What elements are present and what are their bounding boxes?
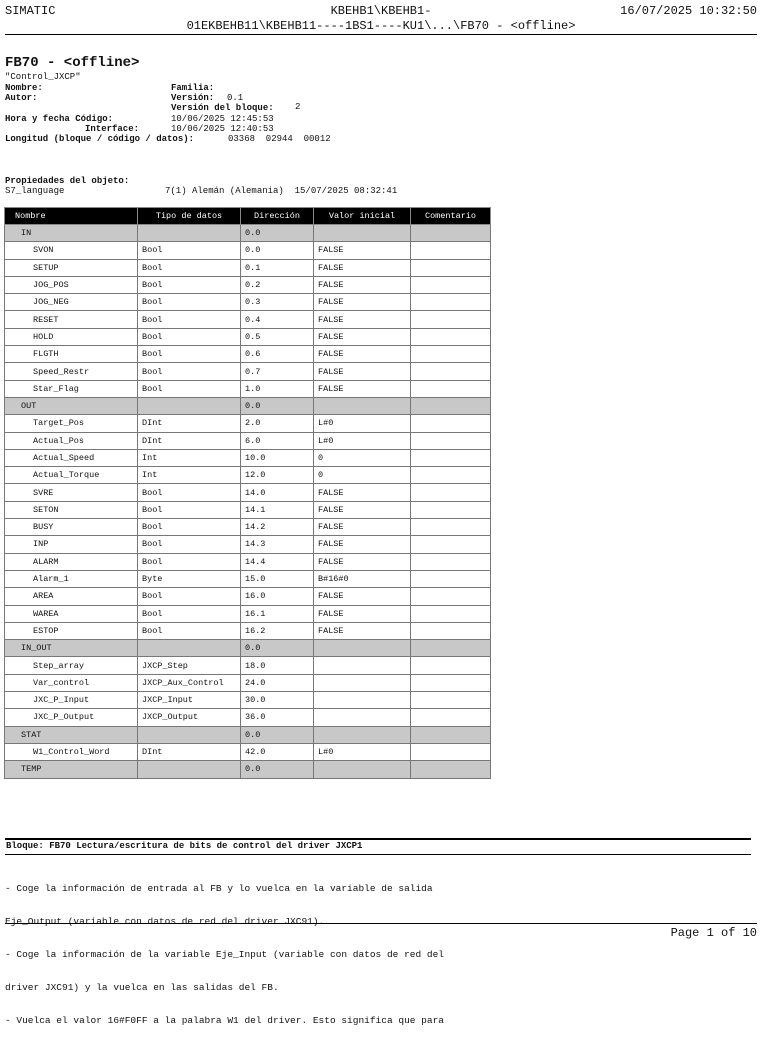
section-row (5, 397, 491, 414)
cell-name: SETUP (5, 259, 138, 276)
cell-initial-value: FALSE (314, 276, 411, 293)
cell-address: 0.5 (241, 328, 314, 345)
cell-name: Actual_Speed (5, 449, 138, 466)
cell-type (138, 640, 241, 657)
cell-address: 16.0 (241, 588, 314, 605)
project-path: KBEHB1\KBEHB1- 01EKBEHB11\KBEHB11----1BS1----KU1\...\FB70 - <offline> (186, 4, 576, 33)
table-row (5, 432, 491, 449)
cell-comment (411, 397, 491, 414)
cell-comment (411, 657, 491, 674)
cell-initial-value: FALSE (314, 501, 411, 518)
cell-address: 24.0 (241, 674, 314, 691)
version-value: 0.1 (227, 93, 244, 103)
version-bloque-value: 2 (295, 102, 301, 112)
cell-comment (411, 449, 491, 466)
cell-initial-value: FALSE (314, 346, 411, 363)
cell-type: Bool (138, 242, 241, 259)
cell-type (138, 726, 241, 743)
description-line: - Vuelca el valor 16#F0FF a la palabra W1 del driver. Esto significa que para (5, 1015, 444, 1026)
col-tipo: Tipo de datos (138, 208, 241, 225)
table-row (5, 259, 491, 276)
cell-comment (411, 276, 491, 293)
cell-initial-value: FALSE (314, 259, 411, 276)
cell-address: 14.4 (241, 553, 314, 570)
cell-type: JXCP_Output (138, 709, 241, 726)
cell-address: 15.0 (241, 570, 314, 587)
cell-name: IN (5, 225, 138, 242)
cell-type: JXCP_Input (138, 692, 241, 709)
interface-table (4, 207, 491, 779)
section-row (5, 640, 491, 657)
cell-type (138, 761, 241, 778)
header-divider (5, 34, 757, 35)
cell-type: Bool (138, 622, 241, 639)
cell-address: 12.0 (241, 467, 314, 484)
table-row (5, 294, 491, 311)
cell-name: JXC_P_Input (5, 692, 138, 709)
cell-type: Bool (138, 294, 241, 311)
block-title: FB70 - <offline> (5, 55, 140, 71)
cell-comment (411, 259, 491, 276)
props-key: S7_language (5, 186, 65, 196)
cell-comment (411, 692, 491, 709)
cell-comment (411, 328, 491, 345)
table-row (5, 467, 491, 484)
cell-initial-value: FALSE (314, 484, 411, 501)
cell-address: 16.1 (241, 605, 314, 622)
table-row (5, 536, 491, 553)
cell-comment (411, 709, 491, 726)
table-row (5, 553, 491, 570)
description-line: driver JXC91) y la vuelca en las salidas del FB. (5, 982, 279, 993)
cell-name: INP (5, 536, 138, 553)
cell-comment (411, 501, 491, 518)
description-line: - Coge la información de entrada al FB y lo vuelca en la variable de salida (5, 883, 433, 894)
cell-name: W1_Control_Word (5, 743, 138, 760)
cell-address: 0.1 (241, 259, 314, 276)
table-row (5, 709, 491, 726)
page-header (5, 4, 757, 34)
cell-name: FLGTH (5, 346, 138, 363)
cell-comment (411, 311, 491, 328)
cell-type: JXCP_Aux_Control (138, 674, 241, 691)
cell-name: ALARM (5, 553, 138, 570)
cell-address: 0.0 (241, 726, 314, 743)
cell-comment (411, 484, 491, 501)
cell-name: TEMP (5, 761, 138, 778)
interface-value: 10/06/2025 12:40:53 (171, 124, 274, 134)
cell-initial-value: FALSE (314, 553, 411, 570)
cell-type: Bool (138, 519, 241, 536)
cell-comment (411, 570, 491, 587)
cell-comment (411, 640, 491, 657)
cell-name: JOG_NEG (5, 294, 138, 311)
props-value: 7(1) Alemán (Alemania) 15/07/2025 08:32:41 (165, 186, 398, 196)
block-description (5, 861, 444, 1037)
cell-name: Alarm_1 (5, 570, 138, 587)
table-row (5, 346, 491, 363)
cell-comment (411, 622, 491, 639)
cell-name: BUSY (5, 519, 138, 536)
table-row (5, 501, 491, 518)
cell-address: 0.3 (241, 294, 314, 311)
longitud-label: Longitud (bloque / código / datos): (5, 134, 195, 144)
cell-type: Bool (138, 380, 241, 397)
cell-type: Int (138, 449, 241, 466)
table-row (5, 622, 491, 639)
cell-initial-value: 0 (314, 467, 411, 484)
cell-address: 14.3 (241, 536, 314, 553)
cell-name: Speed_Restr (5, 363, 138, 380)
cell-type: JXCP_Step (138, 657, 241, 674)
cell-initial-value: L#0 (314, 743, 411, 760)
cell-initial-value: FALSE (314, 605, 411, 622)
section-row (5, 761, 491, 778)
cell-initial-value: B#16#0 (314, 570, 411, 587)
cell-type (138, 397, 241, 414)
cell-address: 1.0 (241, 380, 314, 397)
cell-name: JXC_P_Output (5, 709, 138, 726)
cell-type: Bool (138, 501, 241, 518)
block-section-top-rule (5, 838, 751, 840)
cell-type: Bool (138, 346, 241, 363)
cell-name: AREA (5, 588, 138, 605)
cell-name: Actual_Torque (5, 467, 138, 484)
cell-name: HOLD (5, 328, 138, 345)
cell-address: 0.0 (241, 640, 314, 657)
cell-type: DInt (138, 432, 241, 449)
cell-initial-value: L#0 (314, 415, 411, 432)
description-line: Eje_Output (variable con datos de red del driver JXC91). (5, 916, 325, 927)
cell-comment (411, 761, 491, 778)
cell-address: 14.0 (241, 484, 314, 501)
cell-name: Star_Flag (5, 380, 138, 397)
cell-comment (411, 588, 491, 605)
print-datetime: 16/07/2025 10:32:50 (620, 4, 757, 18)
cell-type: Bool (138, 311, 241, 328)
section-row (5, 726, 491, 743)
version-bloque-label: Versión del bloque: (171, 103, 274, 113)
cell-name: Var_control (5, 674, 138, 691)
cell-name: RESET (5, 311, 138, 328)
table-row (5, 484, 491, 501)
cell-initial-value (314, 657, 411, 674)
col-direccion: Dirección (241, 208, 314, 225)
cell-comment (411, 380, 491, 397)
cell-comment (411, 519, 491, 536)
hora-value: 10/06/2025 12:45:53 (171, 114, 274, 124)
cell-type: Bool (138, 259, 241, 276)
cell-address: 0.6 (241, 346, 314, 363)
nombre-label: Nombre: (5, 83, 43, 93)
cell-name: Actual_Pos (5, 432, 138, 449)
cell-address: 0.2 (241, 276, 314, 293)
footer-divider (5, 923, 757, 924)
col-valor-inicial: Valor inicial (314, 208, 411, 225)
table-row (5, 743, 491, 760)
cell-initial-value: FALSE (314, 311, 411, 328)
app-name: SIMATIC (5, 4, 56, 18)
table-row (5, 657, 491, 674)
cell-initial-value (314, 397, 411, 414)
cell-initial-value: FALSE (314, 363, 411, 380)
cell-comment (411, 553, 491, 570)
block-section-rule (5, 854, 751, 855)
cell-address: 2.0 (241, 415, 314, 432)
cell-name: SVON (5, 242, 138, 259)
cell-initial-value (314, 709, 411, 726)
cell-address: 30.0 (241, 692, 314, 709)
cell-comment (411, 605, 491, 622)
cell-initial-value: FALSE (314, 622, 411, 639)
cell-type: Bool (138, 605, 241, 622)
longitud-value: 03368 02944 00012 (228, 134, 331, 144)
cell-initial-value: FALSE (314, 242, 411, 259)
cell-type: Bool (138, 328, 241, 345)
cell-name: SETON (5, 501, 138, 518)
table-row (5, 449, 491, 466)
cell-address: 10.0 (241, 449, 314, 466)
cell-address: 0.0 (241, 225, 314, 242)
cell-address: 0.0 (241, 242, 314, 259)
cell-initial-value: FALSE (314, 380, 411, 397)
cell-name: WAREA (5, 605, 138, 622)
cell-type: Byte (138, 570, 241, 587)
cell-initial-value: FALSE (314, 519, 411, 536)
cell-address: 0.0 (241, 761, 314, 778)
cell-initial-value (314, 674, 411, 691)
cell-initial-value: 0 (314, 449, 411, 466)
version-label: Versión: (171, 93, 215, 103)
cell-name: ESTOP (5, 622, 138, 639)
block-comment: "Control_JXCP" (5, 72, 81, 82)
cell-address: 0.0 (241, 397, 314, 414)
cell-comment (411, 363, 491, 380)
cell-initial-value: FALSE (314, 294, 411, 311)
cell-type: DInt (138, 415, 241, 432)
cell-initial-value (314, 225, 411, 242)
cell-initial-value (314, 692, 411, 709)
table-row (5, 328, 491, 345)
table-row (5, 415, 491, 432)
cell-comment (411, 415, 491, 432)
cell-address: 6.0 (241, 432, 314, 449)
cell-name: Target_Pos (5, 415, 138, 432)
table-row (5, 311, 491, 328)
col-comentario: Comentario (411, 208, 491, 225)
table-header-row (5, 208, 491, 225)
cell-name: STAT (5, 726, 138, 743)
cell-initial-value (314, 761, 411, 778)
cell-comment (411, 432, 491, 449)
cell-name: OUT (5, 397, 138, 414)
cell-address: 36.0 (241, 709, 314, 726)
cell-comment (411, 225, 491, 242)
cell-comment (411, 726, 491, 743)
cell-comment (411, 294, 491, 311)
cell-address: 0.7 (241, 363, 314, 380)
cell-address: 18.0 (241, 657, 314, 674)
table-row (5, 674, 491, 691)
table-row (5, 605, 491, 622)
cell-comment (411, 467, 491, 484)
autor-label: Autor: (5, 93, 38, 103)
familia-label: Familia: (171, 83, 215, 93)
cell-comment (411, 536, 491, 553)
cell-type (138, 225, 241, 242)
cell-name: IN_OUT (5, 640, 138, 657)
table-body (5, 225, 491, 779)
description-line: - Coge la información de la variable Eje_Input (variable con datos de red del (5, 949, 444, 960)
table-row (5, 519, 491, 536)
cell-type: Int (138, 467, 241, 484)
table-row (5, 692, 491, 709)
cell-name: Step_array (5, 657, 138, 674)
cell-type: Bool (138, 276, 241, 293)
cell-initial-value: FALSE (314, 328, 411, 345)
cell-type: Bool (138, 363, 241, 380)
cell-comment (411, 743, 491, 760)
cell-address: 16.2 (241, 622, 314, 639)
cell-type: Bool (138, 484, 241, 501)
table-row (5, 570, 491, 587)
cell-address: 14.1 (241, 501, 314, 518)
page-number: Page 1 of 10 (670, 926, 757, 940)
cell-name: SVRE (5, 484, 138, 501)
hora-label: Hora y fecha Código: (5, 114, 114, 124)
cell-type: Bool (138, 536, 241, 553)
table-row (5, 588, 491, 605)
cell-initial-value (314, 726, 411, 743)
cell-type: DInt (138, 743, 241, 760)
block-section-heading: Bloque: FB70 Lectura/escritura de bits de control del driver JXCP1 (6, 841, 363, 851)
cell-initial-value: FALSE (314, 588, 411, 605)
cell-initial-value: FALSE (314, 536, 411, 553)
table-row (5, 242, 491, 259)
cell-name: JOG_POS (5, 276, 138, 293)
cell-type: Bool (138, 588, 241, 605)
cell-comment (411, 346, 491, 363)
section-row (5, 225, 491, 242)
table-row (5, 380, 491, 397)
cell-type: Bool (138, 553, 241, 570)
table-row (5, 363, 491, 380)
table-row (5, 276, 491, 293)
cell-initial-value: L#0 (314, 432, 411, 449)
interface-label: Interface: (85, 124, 140, 134)
cell-address: 0.4 (241, 311, 314, 328)
cell-initial-value (314, 640, 411, 657)
cell-comment (411, 242, 491, 259)
cell-address: 42.0 (241, 743, 314, 760)
cell-address: 14.2 (241, 519, 314, 536)
col-nombre: Nombre (5, 208, 138, 225)
props-label: Propiedades del objeto: (5, 176, 130, 186)
cell-comment (411, 674, 491, 691)
